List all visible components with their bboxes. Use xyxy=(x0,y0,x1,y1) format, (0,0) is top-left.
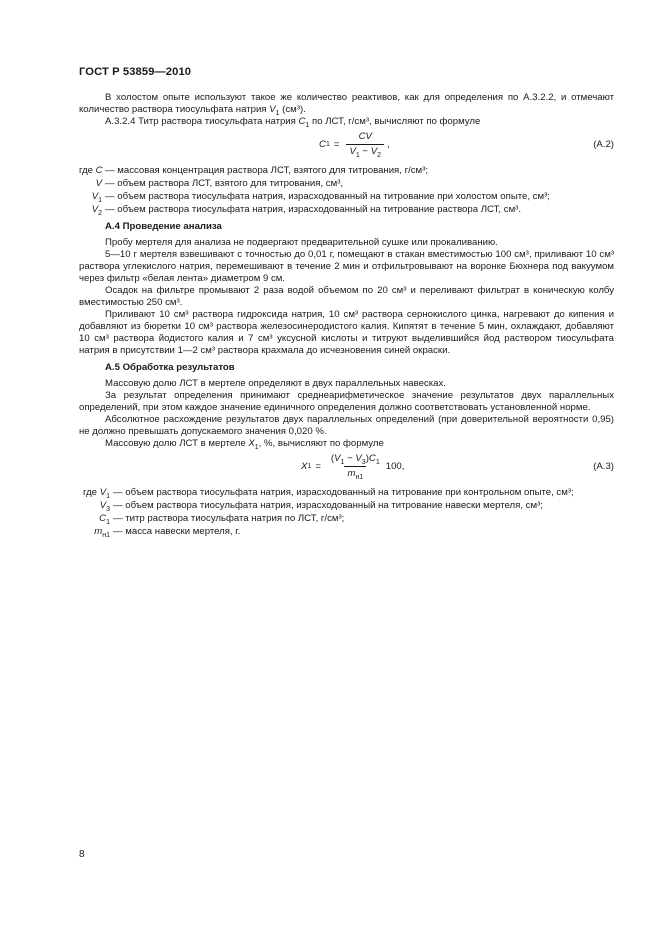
paragraph-text: по ЛСТ, г/см³, вычисляют по формуле xyxy=(309,116,481,127)
symbol: V xyxy=(334,453,341,464)
formula-a3-expression: X 1 = $\frac{(V_1 - V_3)C_1}{m_{н1}}$ 100, xyxy=(301,453,405,481)
definition-text: — объем раствора ЛСТ, взятого для титрования, см³, xyxy=(105,178,344,189)
definition-item xyxy=(79,178,614,190)
symbol: V xyxy=(349,146,356,157)
subscript: н1 xyxy=(355,473,364,481)
document-body xyxy=(79,92,614,542)
equation-number: (А.2) xyxy=(593,139,614,150)
subscript: 1 xyxy=(340,458,345,466)
symbol: V xyxy=(95,178,102,189)
definition-symbol xyxy=(79,526,113,538)
symbol: C xyxy=(368,453,376,464)
section-heading-a4: А.4 Проведение анализа xyxy=(105,221,222,232)
page-number: 8 xyxy=(79,849,85,860)
numerator xyxy=(328,453,383,466)
paragraph: Приливают 10 см³ раствора гидроксида натрия, 10 см³ раствора сернокислого цинка, нагревают до кипения и добавляют из бюретки 10 см³ раствора железосинеродистого калия. Кипятят в течение 5 мин, охлаждают, добавляют 10 см³ раствора йодистого калия и 7 см³ уксусной кислоты и титруют выделившийся йод раствором тиосульфата натрия в присутствии 1—2 см³ раствора крахмала до исчезновения синей окраски. xyxy=(79,309,614,356)
formula-a2-expression: C 1 = $\frac{CV}{V_1 - V_2}$ , xyxy=(319,131,390,159)
definition-text: — массовая концентрация раствора ЛСТ, взятого для титрования, г/см³; xyxy=(105,165,429,176)
subscript: 3 xyxy=(361,458,366,466)
operator: − xyxy=(359,146,371,157)
definition-lead: где xyxy=(83,487,100,498)
definition-item xyxy=(79,526,614,538)
symbol: m xyxy=(94,526,103,537)
symbol: V xyxy=(355,453,362,464)
symbol: V xyxy=(91,204,99,215)
definition-symbol xyxy=(79,204,105,216)
subscript: 2 xyxy=(98,209,102,217)
formula-tail: , xyxy=(387,138,390,150)
definition-text: — объем раствора тиосульфата натрия, израсходованный на титрование при холостом опыте, см³; xyxy=(105,191,550,202)
definition-lead: где xyxy=(79,165,96,176)
denominator xyxy=(344,466,366,480)
formula-a2 xyxy=(79,131,614,161)
numerator-text: CV xyxy=(358,131,372,142)
definition-symbol xyxy=(79,487,113,499)
definition-text: — объем раствора тиосульфата натрия, израсходованный на титрование раствора ЛСТ, см³. xyxy=(105,204,522,215)
paragraph: Осадок на фильтре промывают 2 раза водой объемом по 20 см³ и переливают фильтрат в коническую колбу вместимостью 250 см³. xyxy=(79,285,614,308)
subscript: 1 xyxy=(98,196,102,204)
paragraph: 5—10 г мертеля взвешивают с точностью до 0,01 г, помещают в стакан вместимостью 100 см³, приливают 10 см³ раствора углекислого натрия, перемешивают в течение 2 мин и отфильтровывают на воронке Бюхнера под вакуумом через фильтр «белая лента» диаметром 9 см. xyxy=(79,249,614,284)
symbol: V xyxy=(91,191,99,202)
formula-lhs: C xyxy=(319,138,326,150)
equals-sign: = xyxy=(315,460,321,472)
definition-item xyxy=(79,487,614,499)
equals-sign: = xyxy=(333,138,340,150)
symbol: V xyxy=(370,146,378,157)
symbol: V xyxy=(99,500,107,511)
subscript: 2 xyxy=(377,151,382,159)
paragraph-a324 xyxy=(79,116,614,128)
formula-a3 xyxy=(79,453,614,483)
paragraph-formula-intro xyxy=(79,438,614,450)
paren: ) xyxy=(365,453,369,464)
paragraph: Абсолютное расхождение результатов двух параллельных определений (при доверительной вероятности 0,95) не должно превышать допускаемого значения 0,020 %. xyxy=(79,414,614,437)
fraction xyxy=(328,453,383,480)
subscript: н1 xyxy=(102,531,110,539)
symbol: C xyxy=(298,116,306,127)
numerator xyxy=(356,131,375,144)
definition-text: — титр раствора тиосульфата натрия по ЛСТ, г/см³; xyxy=(113,513,345,524)
subscript: 1 xyxy=(254,443,259,451)
paragraph: Пробу мертеля для анализа не подвергают предварительной сушке или прокаливанию. xyxy=(105,237,498,248)
symbol: V xyxy=(269,104,276,115)
operator: − xyxy=(344,453,356,464)
definition-text: — объем раствора тиосульфата натрия, израсходованный на титрование при контрольном опыте, см³; xyxy=(113,487,574,498)
definition-symbol xyxy=(79,513,113,525)
paren: ( xyxy=(330,453,335,464)
definition-symbol xyxy=(79,500,113,512)
fraction xyxy=(346,131,384,158)
definition-text: — объем раствора тиосульфата натрия, израсходованный на титрование навески мертеля, см³; xyxy=(113,500,543,511)
paragraph-text: , %, вычисляют по формуле xyxy=(258,438,384,449)
subscript: 1 xyxy=(375,458,380,466)
definition-symbol xyxy=(79,191,105,203)
symbol: m xyxy=(347,468,356,479)
subscript: 1 xyxy=(305,121,310,129)
subscript: 1 xyxy=(275,109,280,117)
definition-item xyxy=(79,513,614,525)
subscript: 1 xyxy=(106,492,110,500)
definitions-a3 xyxy=(79,487,614,538)
subscript: 3 xyxy=(106,505,110,513)
paragraph-text: (см³). xyxy=(279,104,306,115)
definition-item xyxy=(79,204,614,216)
equation-number: (А.3) xyxy=(593,461,614,472)
formula-lhs: X xyxy=(301,460,308,472)
symbol: C xyxy=(99,513,107,524)
paragraph-text: В холостом опыте используют такое же количество реактивов, как для определения по А.3.2.2, и отмечают количество раствора тиосульфата натрия xyxy=(79,92,614,115)
definitions-a2 xyxy=(79,165,614,216)
paragraph-blank-test xyxy=(79,92,614,116)
paragraph: За результат определения принимают среднеарифметическое значение результатов двух параллельных определений, при этом каждое значение единичного определения должно соответствовать установленной норме. xyxy=(79,390,614,413)
subscript: 1 xyxy=(355,151,360,159)
section-heading-a5: А.5 Обработка результатов xyxy=(105,362,235,373)
denominator xyxy=(346,144,384,158)
paragraph-text: Массовую долю ЛСТ в мертеле xyxy=(105,438,249,449)
symbol: C xyxy=(95,165,103,176)
definition-text: — масса навески мертеля, г. xyxy=(113,526,241,537)
definition-item xyxy=(79,500,614,512)
paragraph-text: А.3.2.4 Титр раствора тиосульфата натрия xyxy=(105,116,299,127)
paragraph: Массовую долю ЛСТ в мертеле определяют в двух параллельных навесках. xyxy=(105,378,446,389)
definition-item xyxy=(79,165,614,177)
definition-symbol xyxy=(79,165,105,177)
symbol: V xyxy=(99,487,107,498)
definition-item xyxy=(79,191,614,203)
subscript: 1 xyxy=(106,518,110,526)
definition-symbol xyxy=(79,178,105,190)
formula-tail: 100, xyxy=(385,460,405,472)
symbol: X xyxy=(248,438,255,449)
document-header: ГОСТ Р 53859—2010 xyxy=(79,66,192,78)
